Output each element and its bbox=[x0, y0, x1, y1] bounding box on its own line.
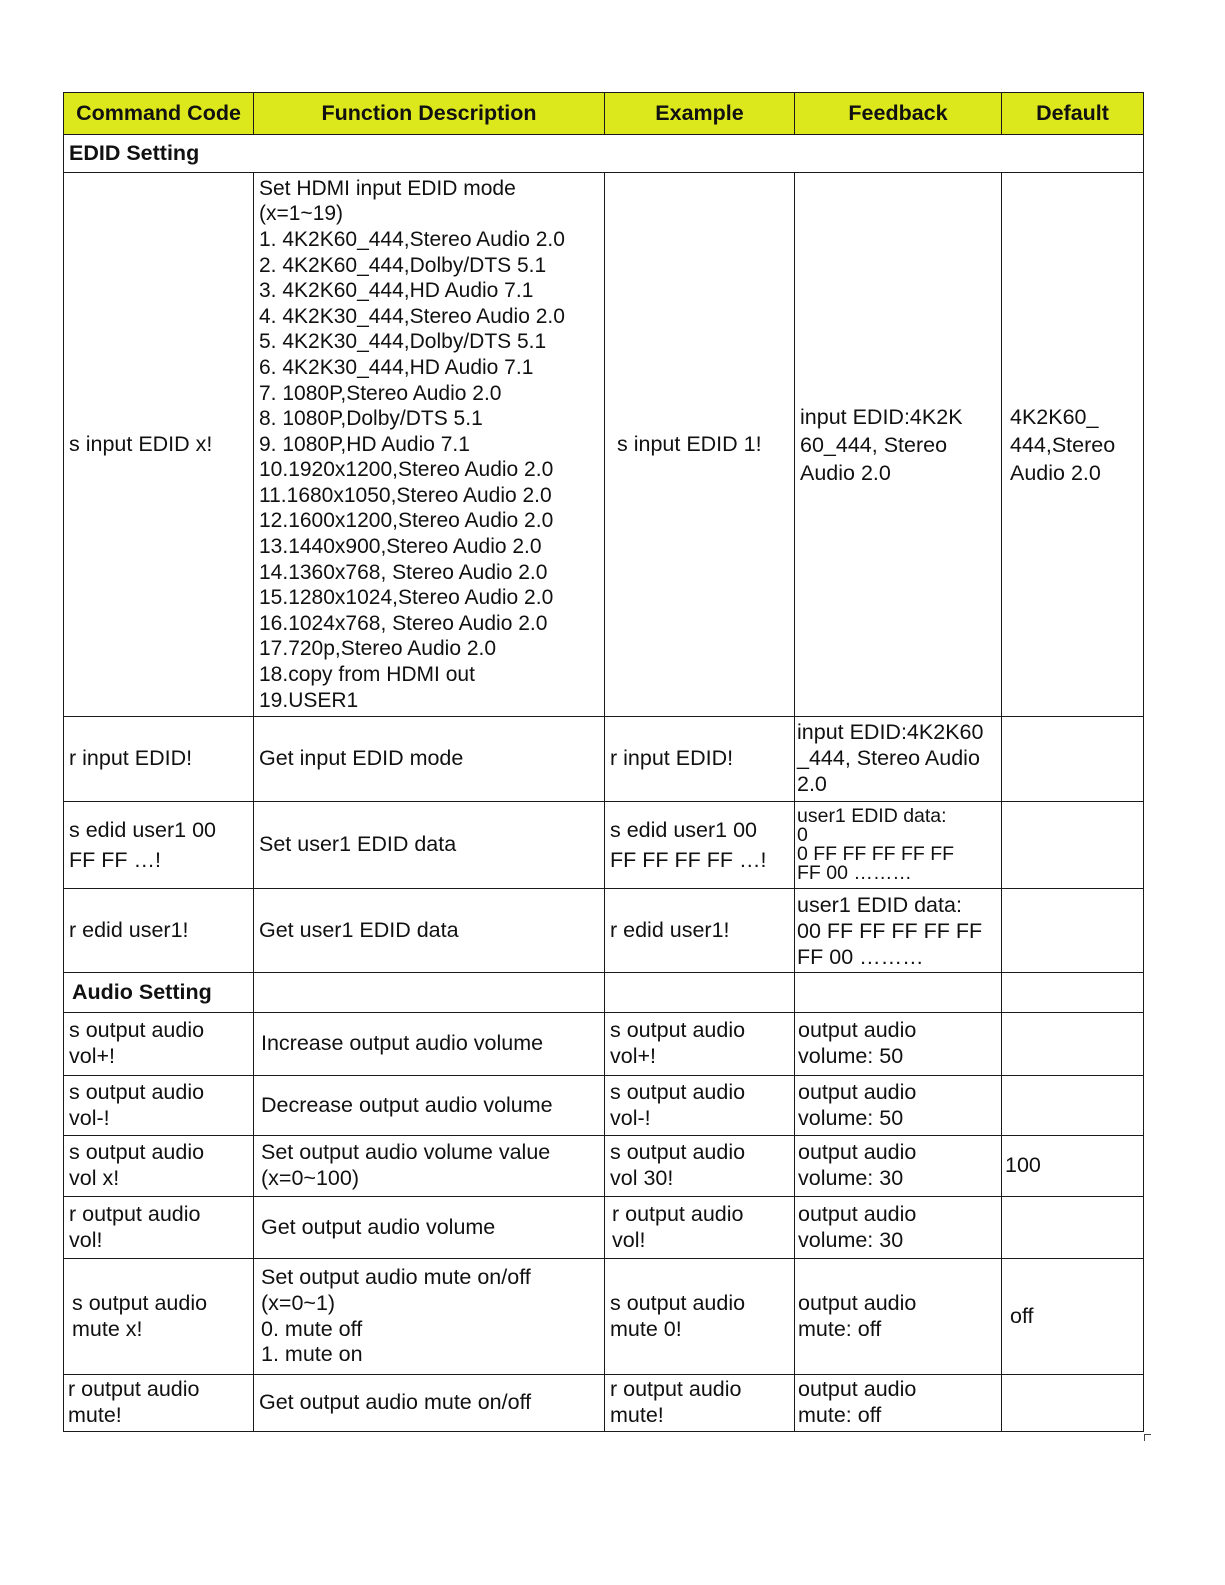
description-cell: Increase output audio volume bbox=[254, 1013, 605, 1076]
command-cell: s output audio vol x! bbox=[64, 1136, 254, 1197]
example-cell: r edid user1! bbox=[605, 889, 795, 973]
table-row bbox=[64, 1259, 1144, 1375]
table-row bbox=[64, 1197, 1144, 1259]
table-header-row bbox=[64, 93, 1144, 135]
description-cell: Set HDMI input EDID mode (x=1~19) 1. 4K2K60_444,Stereo Audio 2.0 2. 4K2K60_444,Dolby/DTS 5.1 3. 4K2K60_444,HD Audio 7.1 4. 4K2K30_444,Stereo Audio 2.0 5. 4K2K30_444,Dolby/DTS 5.1 6. 4K2K30_444,HD Audio 7.1 7. 1080P,Stereo Audio 2.0 8. 1080P,Dolby/DTS 5.1 9. 1080P,HD Audio 7.1 10.1920x1200,Stereo Audio 2.0 11.1680x1050,Stereo Audio 2.0 12.1600x1200,Stereo Audio 2.0 13.1440x900,Stereo Audio 2.0 14.1360x768, Stereo Audio 2.0 15.1280x1024,Stereo Audio 2.0 16.1024x768, Stereo Audio 2.0 17.720p,Stereo Audio 2.0 18.copy from HDMI out 19.USER1 bbox=[254, 173, 605, 717]
example-cell: s edid user1 00 FF FF FF FF …! bbox=[605, 802, 795, 889]
table-row bbox=[64, 717, 1144, 802]
example-cell: s input EDID 1! bbox=[605, 173, 795, 717]
feedback-cell: input EDID:4K2K60 _444, Stereo Audio 2.0 bbox=[795, 717, 1002, 802]
description-cell: Set output audio volume value (x=0~100) bbox=[254, 1136, 605, 1197]
default-cell: off bbox=[1002, 1259, 1144, 1375]
table-row bbox=[64, 1013, 1144, 1076]
header-feedback: Feedback bbox=[795, 93, 1002, 135]
command-cell: s input EDID x! bbox=[64, 173, 254, 717]
command-cell: s output audio mute x! bbox=[64, 1259, 254, 1375]
command-cell: s output audio vol-! bbox=[64, 1076, 254, 1136]
table-row bbox=[64, 889, 1144, 973]
section-empty-cell bbox=[795, 973, 1002, 1013]
feedback-cell: output audio mute: off bbox=[795, 1375, 1002, 1432]
command-cell: r input EDID! bbox=[64, 717, 254, 802]
feedback-cell: output audio volume: 30 bbox=[795, 1136, 1002, 1197]
table-row bbox=[64, 802, 1144, 889]
default-cell bbox=[1002, 1013, 1144, 1076]
example-cell: r output audio vol! bbox=[605, 1197, 795, 1259]
command-cell: r edid user1! bbox=[64, 889, 254, 973]
section-title: EDID Setting bbox=[64, 135, 1144, 173]
feedback-cell: output audio volume: 30 bbox=[795, 1197, 1002, 1259]
default-cell bbox=[1002, 717, 1144, 802]
description-cell: Get output audio volume bbox=[254, 1197, 605, 1259]
example-cell: r output audio mute! bbox=[605, 1375, 795, 1432]
example-cell: s output audio vol 30! bbox=[605, 1136, 795, 1197]
command-cell: s output audio vol+! bbox=[64, 1013, 254, 1076]
command-cell: s edid user1 00 FF FF …! bbox=[64, 802, 254, 889]
feedback-cell: output audio volume: 50 bbox=[795, 1013, 1002, 1076]
default-cell bbox=[1002, 889, 1144, 973]
description-cell: Set user1 EDID data bbox=[254, 802, 605, 889]
table-row bbox=[64, 173, 1144, 717]
command-table bbox=[63, 92, 1144, 1432]
description-cell: Get input EDID mode bbox=[254, 717, 605, 802]
example-cell: s output audio vol-! bbox=[605, 1076, 795, 1136]
section-empty-cell bbox=[254, 973, 605, 1013]
example-cell: s output audio vol+! bbox=[605, 1013, 795, 1076]
example-cell: r input EDID! bbox=[605, 717, 795, 802]
header-command-code: Command Code bbox=[64, 93, 254, 135]
default-cell bbox=[1002, 1375, 1144, 1432]
section-row-edid bbox=[64, 135, 1144, 173]
header-default: Default bbox=[1002, 93, 1144, 135]
default-cell bbox=[1002, 1076, 1144, 1136]
section-title: Audio Setting bbox=[64, 973, 254, 1013]
feedback-cell: output audio volume: 50 bbox=[795, 1076, 1002, 1136]
default-cell: 100 bbox=[1002, 1136, 1144, 1197]
description-cell: Get user1 EDID data bbox=[254, 889, 605, 973]
feedback-cell: user1 EDID data: 0 0 FF FF FF FF FF FF 00 ……… bbox=[795, 802, 1002, 889]
example-cell: s output audio mute 0! bbox=[605, 1259, 795, 1375]
description-cell: Decrease output audio volume bbox=[254, 1076, 605, 1136]
section-empty-cell bbox=[1002, 973, 1144, 1013]
header-function-description: Function Description bbox=[254, 93, 605, 135]
command-cell: r output audio mute! bbox=[64, 1375, 254, 1432]
table-row bbox=[64, 1136, 1144, 1197]
feedback-cell: output audio mute: off bbox=[795, 1259, 1002, 1375]
command-cell: r output audio vol! bbox=[64, 1197, 254, 1259]
section-row-audio bbox=[64, 973, 1144, 1013]
default-cell: 4K2K60_ 444,Stereo Audio 2.0 bbox=[1002, 173, 1144, 717]
description-cell: Set output audio mute on/off (x=0~1) 0. mute off 1. mute on bbox=[254, 1259, 605, 1375]
table-row bbox=[64, 1375, 1144, 1432]
corner-mark bbox=[1144, 1434, 1151, 1441]
feedback-cell: input EDID:4K2K 60_444, Stereo Audio 2.0 bbox=[795, 173, 1002, 717]
table-row bbox=[64, 1076, 1144, 1136]
description-cell: Get output audio mute on/off bbox=[254, 1375, 605, 1432]
header-example: Example bbox=[605, 93, 795, 135]
default-cell bbox=[1002, 1197, 1144, 1259]
default-cell bbox=[1002, 802, 1144, 889]
section-empty-cell bbox=[605, 973, 795, 1013]
feedback-cell: user1 EDID data: 00 FF FF FF FF FF FF 00 ……… bbox=[795, 889, 1002, 973]
